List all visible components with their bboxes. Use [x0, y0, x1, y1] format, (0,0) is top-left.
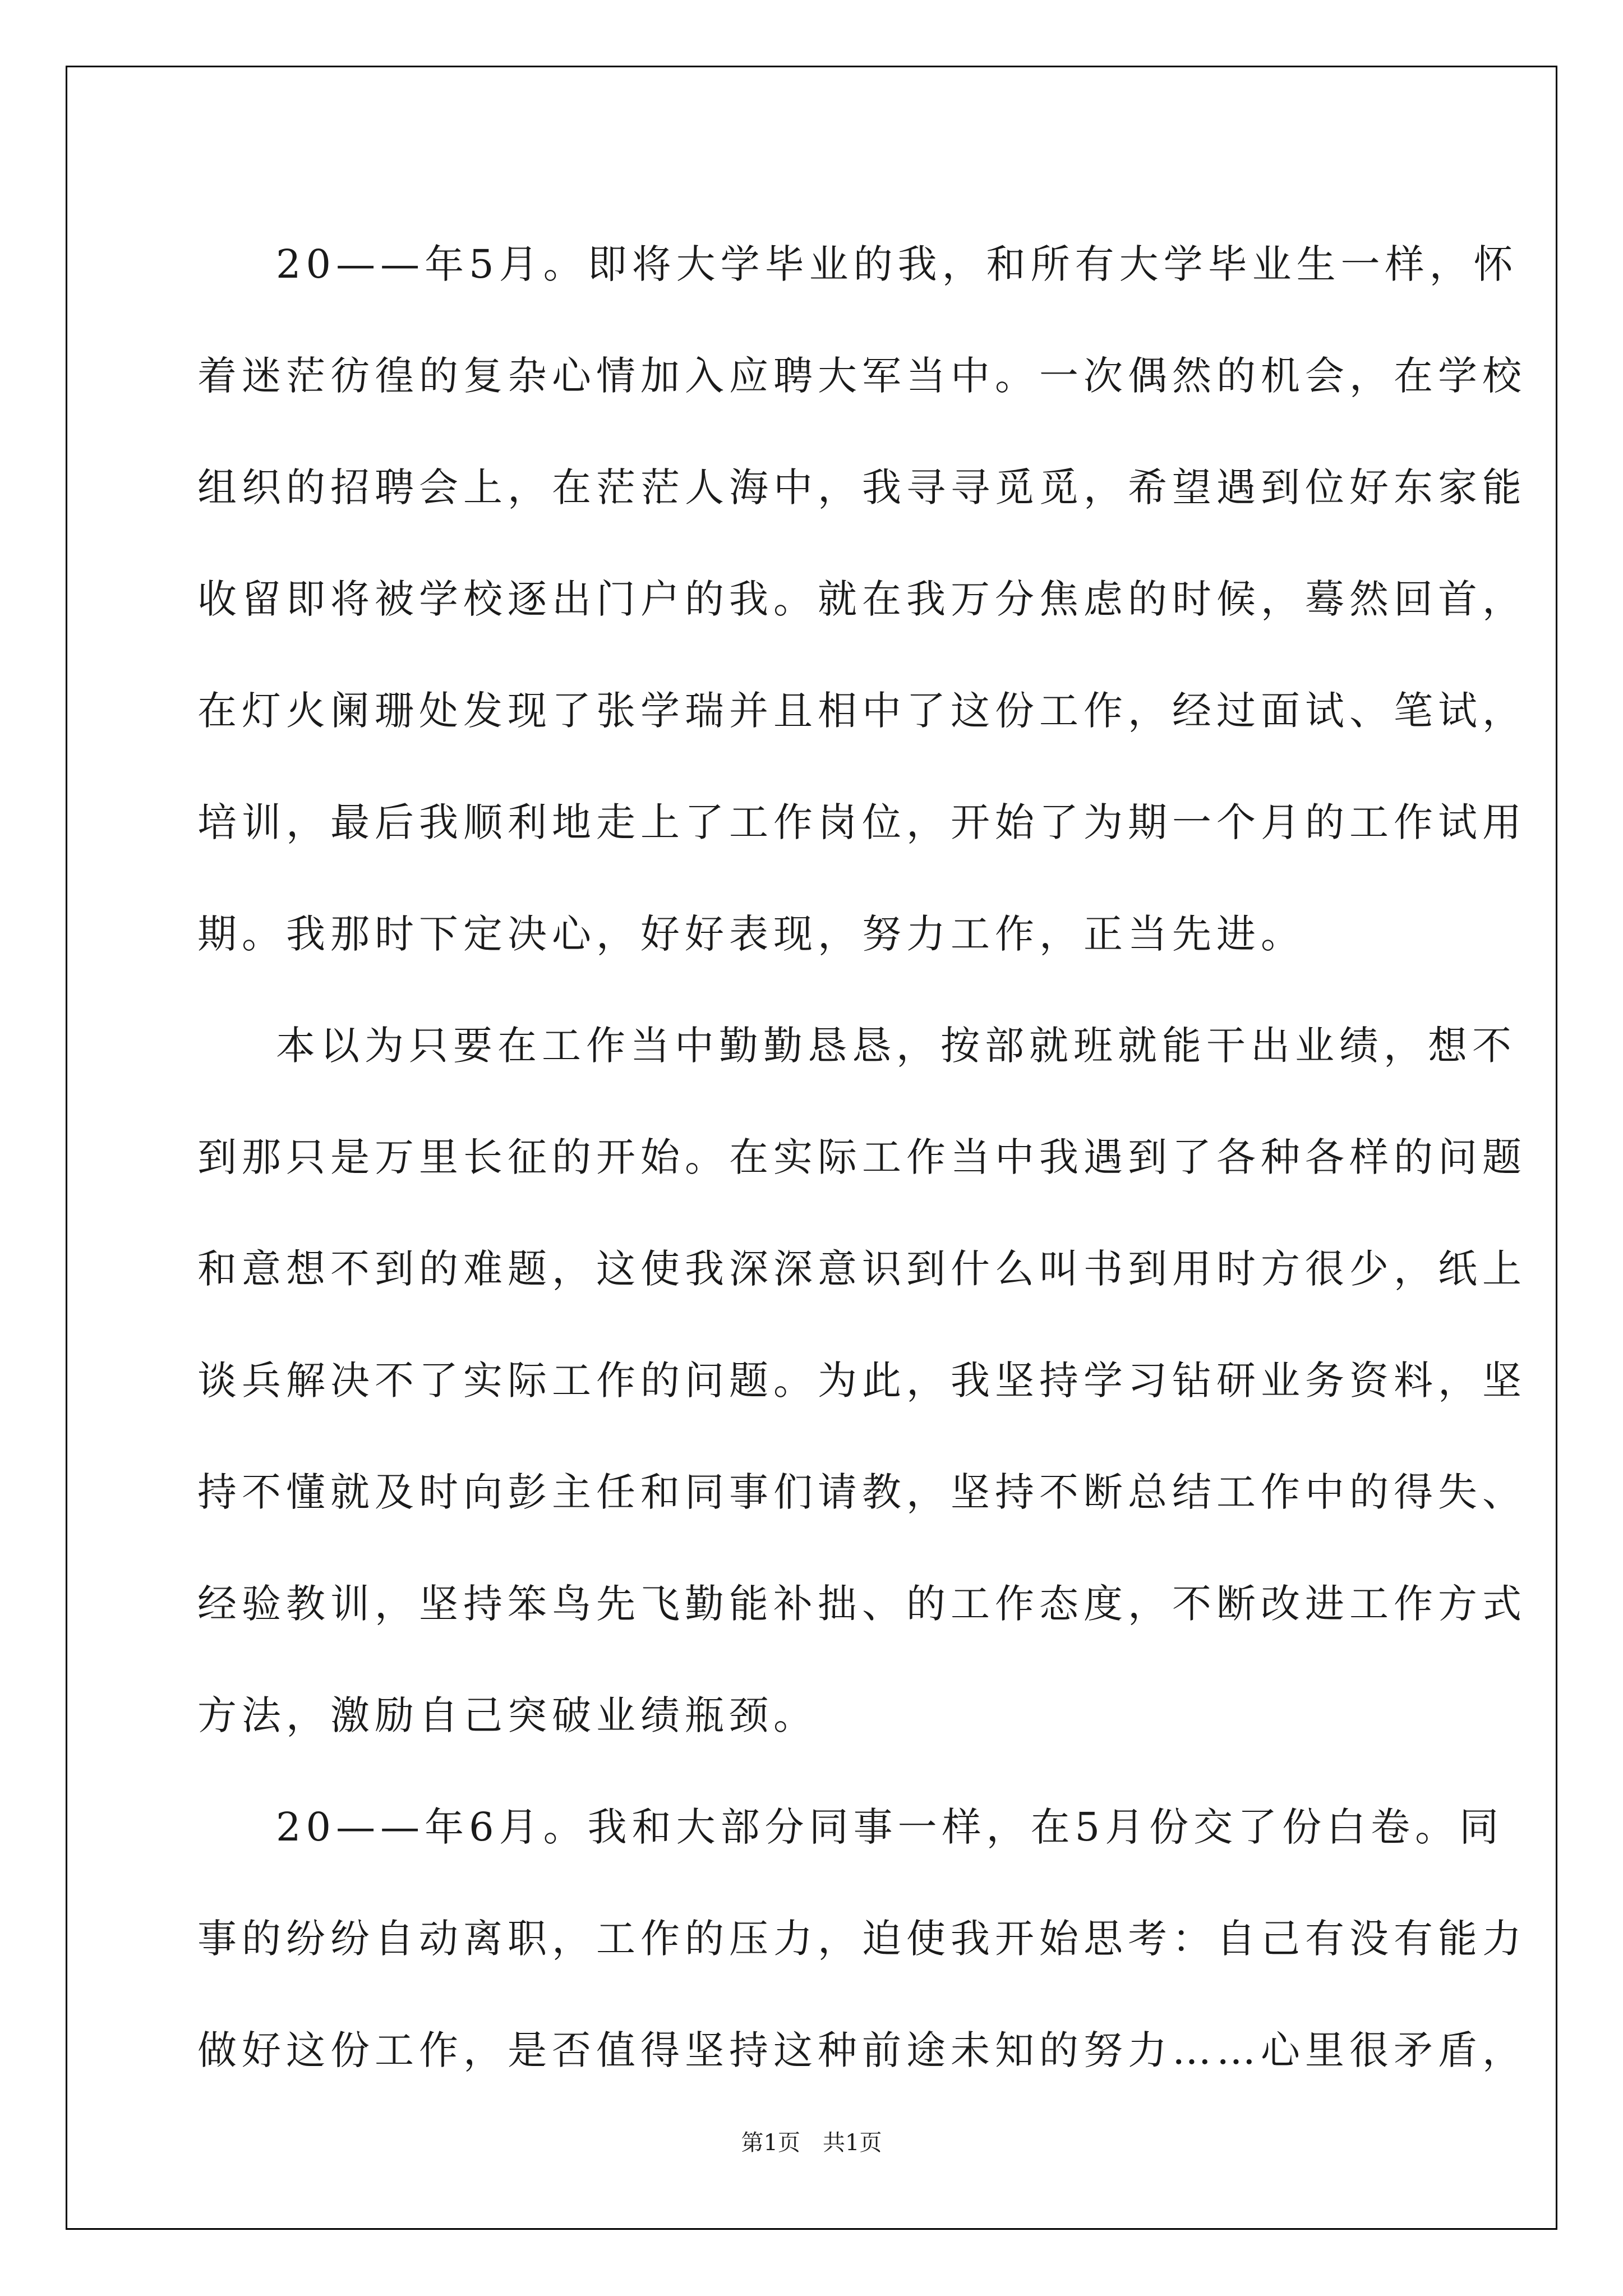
text-line: 和意想不到的难题，这使我深深意识到什么叫书到用时方很少，纸上	[197, 1246, 1527, 1292]
text-line: 事的纷纷自动离职，工作的压力，迫使我开始思考：自己有没有能力	[197, 1916, 1527, 1962]
page-total: 共1页	[823, 2130, 882, 2156]
text-line: 到那只是万里长征的开始。在实际工作当中我遇到了各种各样的问题	[197, 1134, 1527, 1180]
page-footer	[0, 2125, 1623, 2157]
text-line: 在灯火阑珊处发现了张学瑞并且相中了这份工作，经过面试、笔试，	[197, 688, 1527, 734]
text-line: 做好这份工作，是否值得坚持这种前途未知的努力……心里很矛盾，	[197, 2027, 1527, 2073]
text-line: 期。我那时下定决心，好好表现，努力工作，正当先进。	[197, 911, 1305, 957]
text-line: 本以为只要在工作当中勤勤恳恳，按部就班就能干出业绩，想不	[276, 1023, 1516, 1069]
text-line: 谈兵解决不了实际工作的问题。为此，我坚持学习钻研业务资料，坚	[197, 1358, 1527, 1404]
page-number: 第1页	[741, 2130, 800, 2156]
text-line: 20——年5月。即将大学毕业的我，和所有大学毕业生一样，怀	[276, 241, 1518, 287]
text-line: 经验教训，坚持笨鸟先飞勤能补拙、的工作态度，不断改进工作方式	[197, 1581, 1527, 1627]
text-line: 着迷茫彷徨的复杂心情加入应聘大军当中。一次偶然的机会，在学校	[197, 353, 1527, 399]
document-body	[197, 209, 1527, 2106]
text-line: 培训，最后我顺利地走上了工作岗位，开始了为期一个月的工作试用	[197, 799, 1527, 845]
text-line: 收留即将被学校逐出门户的我。就在我万分焦虑的时候，蓦然回首，	[197, 576, 1527, 622]
text-line: 20——年6月。我和大部分同事一样，在5月份交了份白卷。同	[276, 1804, 1504, 1850]
text-line: 持不懂就及时向彭主任和同事们请教，坚持不断总结工作中的得失、	[197, 1469, 1527, 1515]
text-line: 组织的招聘会上，在茫茫人海中，我寻寻觅觅，希望遇到位好东家能	[197, 464, 1527, 510]
text-line: 方法，激励自己突破业绩瓶颈。	[197, 1692, 818, 1738]
